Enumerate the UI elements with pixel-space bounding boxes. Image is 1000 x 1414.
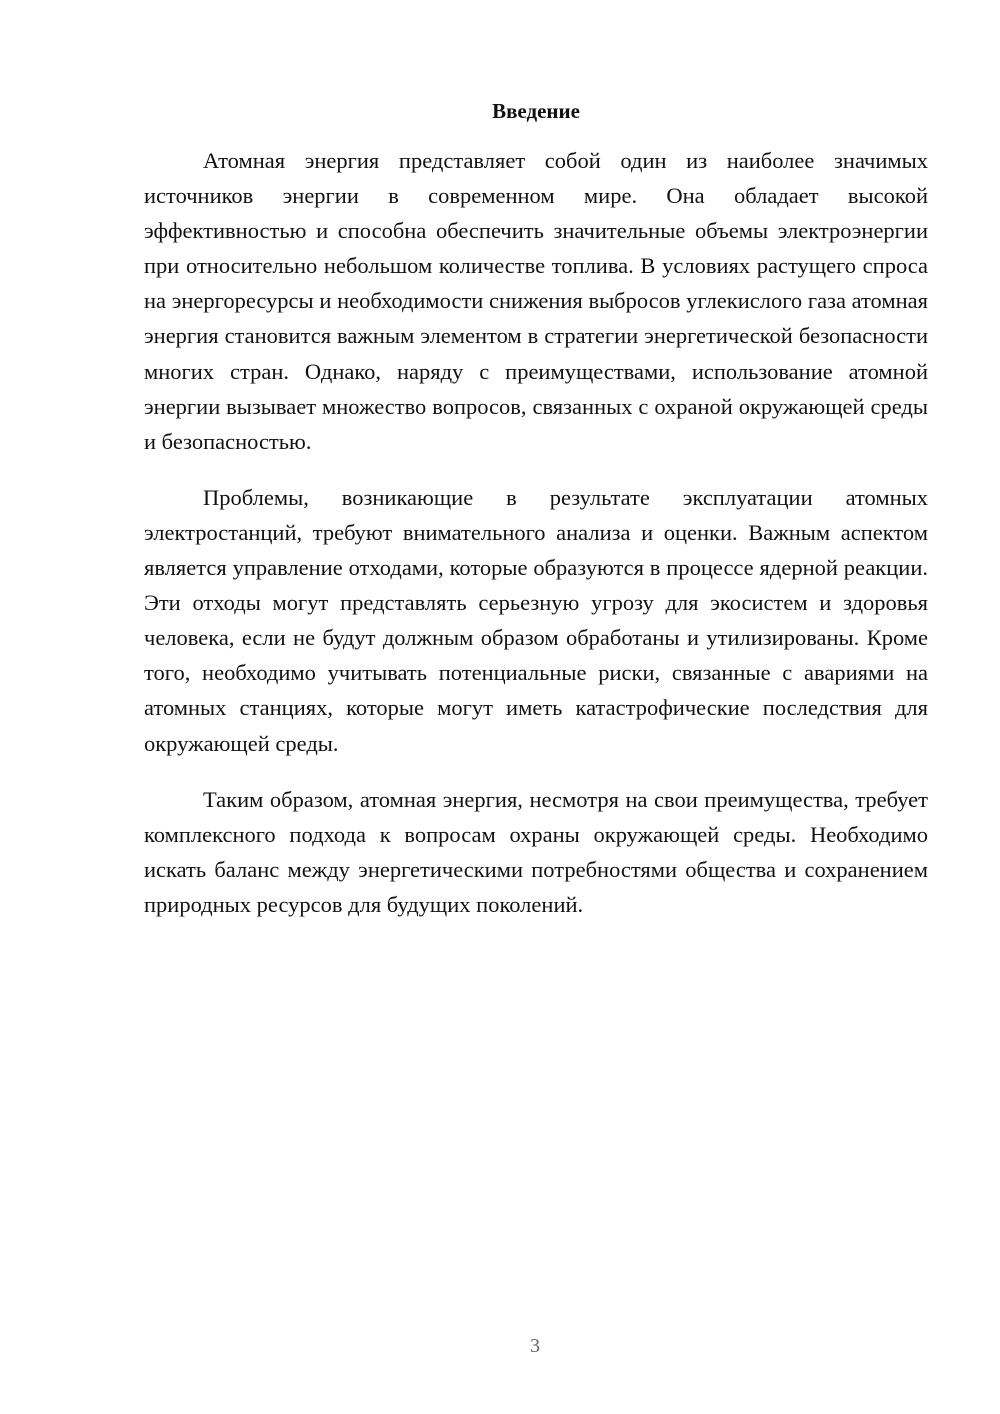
paragraph-1: Атомная энергия представляет собой один из наиболее значимых источников энергии в современном мире. Она обладает высокой эффективностью и способна обеспечить значительные объемы электроэнергии при относительно небольшом количестве топлива. В условиях растущего спроса на энергоресурсы и необходимости снижения выбросов углекислого газа атомная энергия становится важным элементом в стратегии энергетической безопасности многих стран. Однако, наряду с преимуществами, использование атомной энергии вызывает множество вопросов, связанных с охраной окружающей среды и безопасностью.: [144, 148, 928, 454]
paragraph-3: Таким образом, атомная энергия, несмотря на свои преимущества, требует комплексного подхода к вопросам охраны окружающей среды. Необходимо искать баланс между энергетическими потребностями общества и сохранением природных ресурсов для будущих поколений.: [144, 786, 928, 917]
document-body: [144, 143, 928, 943]
paragraph-2: Проблемы, возникающие в результате эксплуатации атомных электростанций, требуют внимательного анализа и оценки. Важным аспектом является управление отходами, которые образуются в процессе ядерной реакции. Эти отходы могут представлять серьезную угрозу для экосистем и здоровья человека, если не будут должным образом обработаны и утилизированы. Кроме того, необходимо учитывать потенциальные риски, связанные с авариями на атомных станциях, которые могут иметь катастрофические последствия для окружающей среды.: [144, 484, 928, 756]
page-number-container: [35, 1334, 1000, 1358]
page-title: Введение: [492, 99, 580, 123]
page-number: 3: [530, 1335, 540, 1357]
